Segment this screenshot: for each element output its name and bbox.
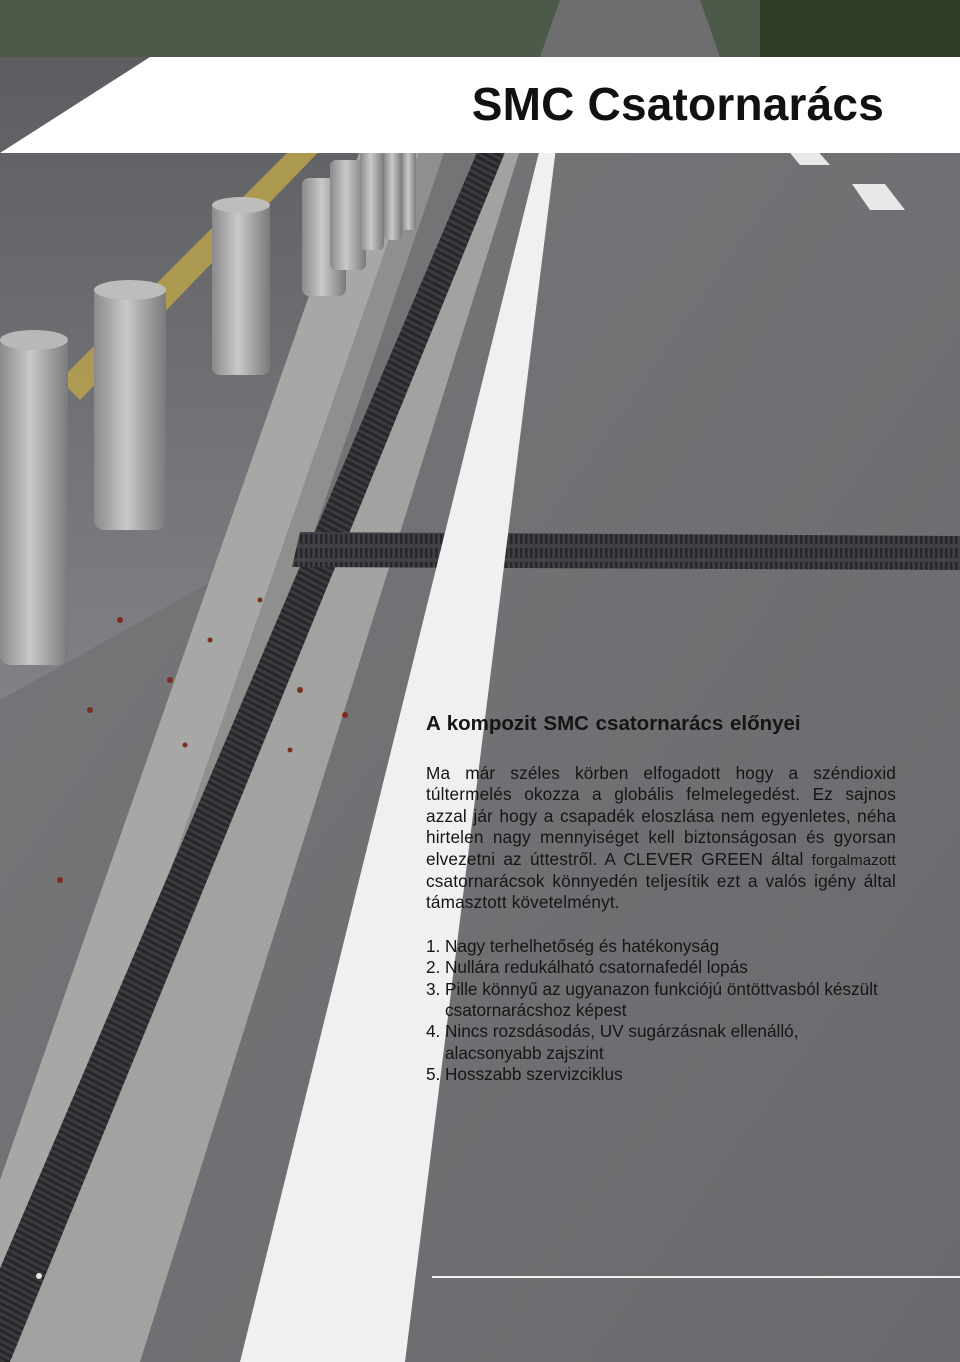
list-number: 3.: [426, 978, 441, 999]
benefits-list: [426, 936, 896, 1086]
list-text: Nagy terhelhetőség és hatékonyság: [445, 935, 720, 956]
intro-paragraph: [426, 763, 896, 914]
content-block: [426, 712, 896, 1086]
list-text: Hosszabb szervizciklus: [445, 1064, 623, 1085]
list-text: Nullára redukálható csatornafedél lopás: [445, 957, 748, 978]
list-number: 5.: [426, 1064, 441, 1085]
bottom-rule: [432, 1276, 960, 1278]
list-item: [426, 979, 896, 1022]
page-title: SMC Csatornarács: [471, 78, 884, 130]
list-text: Pille könnyű az ugyanazon funkciójú öntöttvasból készült csatornarácshoz képest: [445, 978, 878, 1021]
bottom-dot: [36, 1273, 42, 1279]
photo-top-road: [540, 0, 720, 57]
list-number: 4.: [426, 1021, 441, 1042]
photo-top-trees: [760, 0, 960, 57]
list-item: [426, 957, 896, 978]
list-number: 2.: [426, 957, 441, 978]
list-text: Nincs rozsdásodás, UV sugárzásnak ellenálló, alacsonyabb zajszint: [445, 1021, 799, 1063]
title-bar: [0, 57, 960, 153]
intro-small: forgalmazott: [811, 851, 896, 869]
transverse-grate: [292, 532, 960, 570]
list-item: [426, 1021, 896, 1064]
section-subtitle: A kompozit SMC csatornarács előnyei: [426, 712, 801, 735]
list-number: 1.: [426, 935, 441, 956]
list-item: [426, 936, 896, 957]
list-item: [426, 1064, 896, 1085]
intro-part1: Ma már széles körben elfogadott hogy a széndioxid túltermelés okozza a globális felmelegedést. Ez sajnos azzal jár hogy a csapadék eloszlása nem egyenletes, néha hirtelen nagy mennyiséget kell biztonságosan és gyorsan elvezetni az úttestről. A CLEVER GREEN által: [426, 763, 896, 869]
intro-part2: csatornarácsok könnyedén teljesítik ezt a valós igény által támasztott követelményt.: [426, 871, 896, 913]
